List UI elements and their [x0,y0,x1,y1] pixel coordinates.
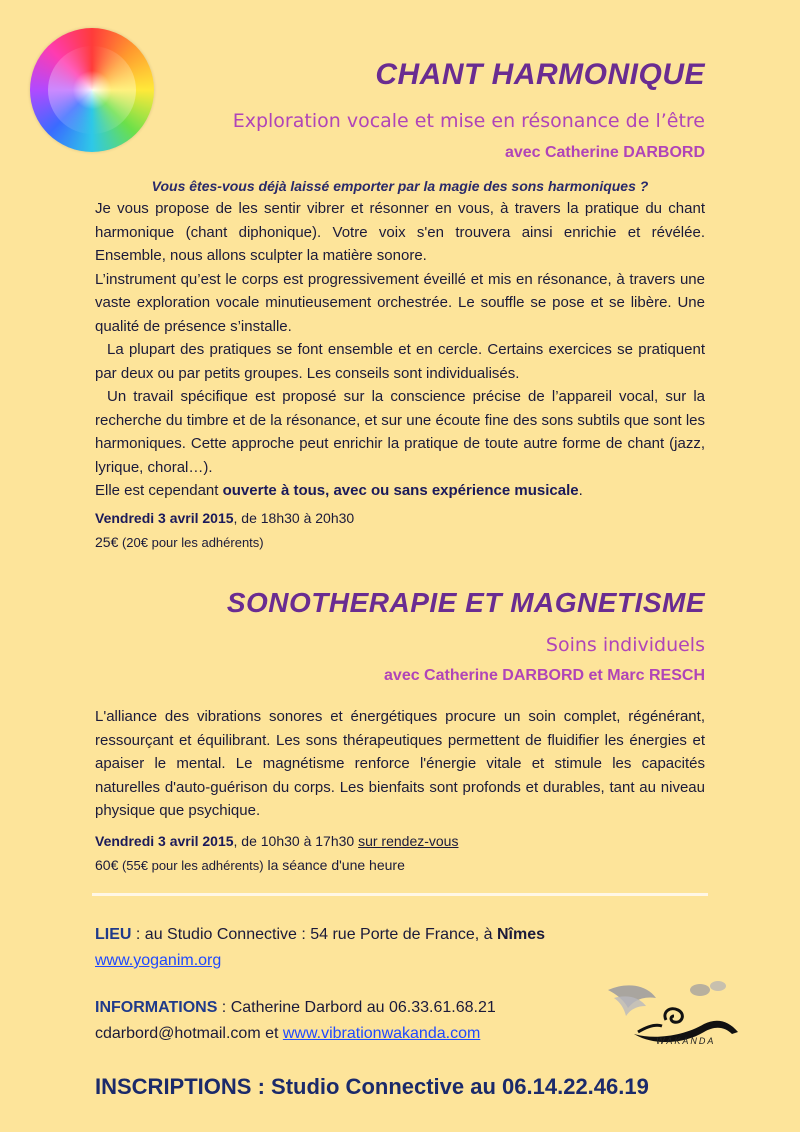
rainbow-swirl-image [30,28,154,152]
info-label: INFORMATIONS [95,999,218,1016]
price-line [95,853,458,878]
chant-harmonique-subtitle: Exploration vocale et mise en résonance de l’être [232,110,705,132]
paragraph: L'alliance des vibrations sonores et énergétiques procure un soin complet, régénérant, ressourçant et équilibrant. Les sons thérapeutiques permettent de fluidifier les énergies et apaiser le mental. Le magnétisme renforce l'énergie vitale et stimule les capacités naturelles d'auto-guérison du corps. Les bienfaits sont profonds et durables, tant au niveau physique que psychique. [95,708,705,819]
wakanda-logo [604,976,744,1052]
location-link-line [95,948,545,974]
wakanda-link[interactable]: www.vibrationwakanda.com [282,1025,481,1042]
paragraph [95,479,705,503]
inscriptions-label: INSCRIPTIONS [95,1074,252,1099]
location-block [95,922,545,974]
info-line [95,995,496,1021]
text: et [260,1025,283,1042]
price-note: (20€ pour les adhérents) [118,535,264,550]
date: Vendredi 3 avril 2015 [95,833,234,849]
chant-description [95,197,705,503]
chant-harmonique-teacher: avec Catherine DARBORD [504,144,705,161]
sonotherapie-title: SONOTHERAPIE ET MAGNETISME [226,587,705,618]
chant-harmonique-title: CHANT HARMONIQUE [375,58,705,91]
divider [92,893,708,896]
appointment-note: sur rendez-vous [358,833,459,849]
time: , de 18h30 à 20h30 [233,510,355,526]
yoganim-link[interactable]: www.yoganim.org [95,952,222,969]
session-note: la séance d'une heure [263,857,405,873]
date-line [95,506,354,530]
paragraph: Un travail spécifique est proposé sur la conscience précise de l’appareil vocal, sur la recherche du timbre et de la résonance, et sur une écoute fine des sons subtils que sont les harmoniques. Cette approche peut enrichir la pratique de toute autre forme de chant (jazz, lyrique, choral…). [95,388,705,476]
location-line [95,922,545,948]
highlight-text: ouverte à tous, avec ou sans expérience musicale [222,482,579,499]
text: . [578,482,583,499]
price: 60€ [95,857,119,873]
paragraph: La plupart des pratiques se font ensemble et en cercle. Certains exercices se pratiquent par deux ou par petits groupes. Les conseils sont individualisés. [95,341,705,382]
email-address: cdarbord@hotmail.com [95,1025,261,1042]
logo-text: WAKANDA [656,1036,716,1046]
text: Elle est cependant [95,482,223,499]
sonotherapie-teachers: avec Catherine DARBORD et Marc RESCH [384,667,705,684]
paragraph: L’instrument qu’est le corps est progressivement éveillé et mis en résonance, à travers une vaste exploration vocale minutieusement orchestrée. Le souffle se pose et se libère. Une qualité de présence s’installe. [95,270,705,335]
time: , de 10h30 à 17h30 [233,833,359,849]
information-block [95,995,496,1047]
price-line [95,530,354,555]
lead-question: Vous êtes-vous déjà laissé emporter par la magie des sons harmoniques ? [151,178,649,194]
price-note: (55€ pour les adhérents) [118,858,264,873]
sonotherapie-description [95,705,705,823]
date: Vendredi 3 avril 2015 [95,510,234,526]
inscriptions-line [95,1074,649,1100]
sonotherapie-schedule [95,829,458,878]
price: 25€ [95,534,119,550]
info-text: : Catherine Darbord au 06.33.61.68.21 [217,999,496,1016]
paragraph: Je vous propose de les sentir vibrer et résonner en vous, à travers la pratique du chant harmonique (chant diphonique). Votre voix s'en trouvera ainsi enrichie et révélée. Ensemble, nous allons sculpter la matière sonore. [95,200,705,264]
location-text: : au Studio Connective : 54 rue Porte de France, à [131,926,497,943]
sonotherapie-subtitle: Soins individuels [545,634,705,656]
city: Nîmes [497,926,546,943]
contact-line [95,1021,496,1047]
inscriptions-text: : Studio Connective au 06.14.22.46.19 [251,1074,649,1099]
date-line [95,829,458,853]
chant-schedule [95,506,354,555]
location-label: LIEU [95,926,132,943]
